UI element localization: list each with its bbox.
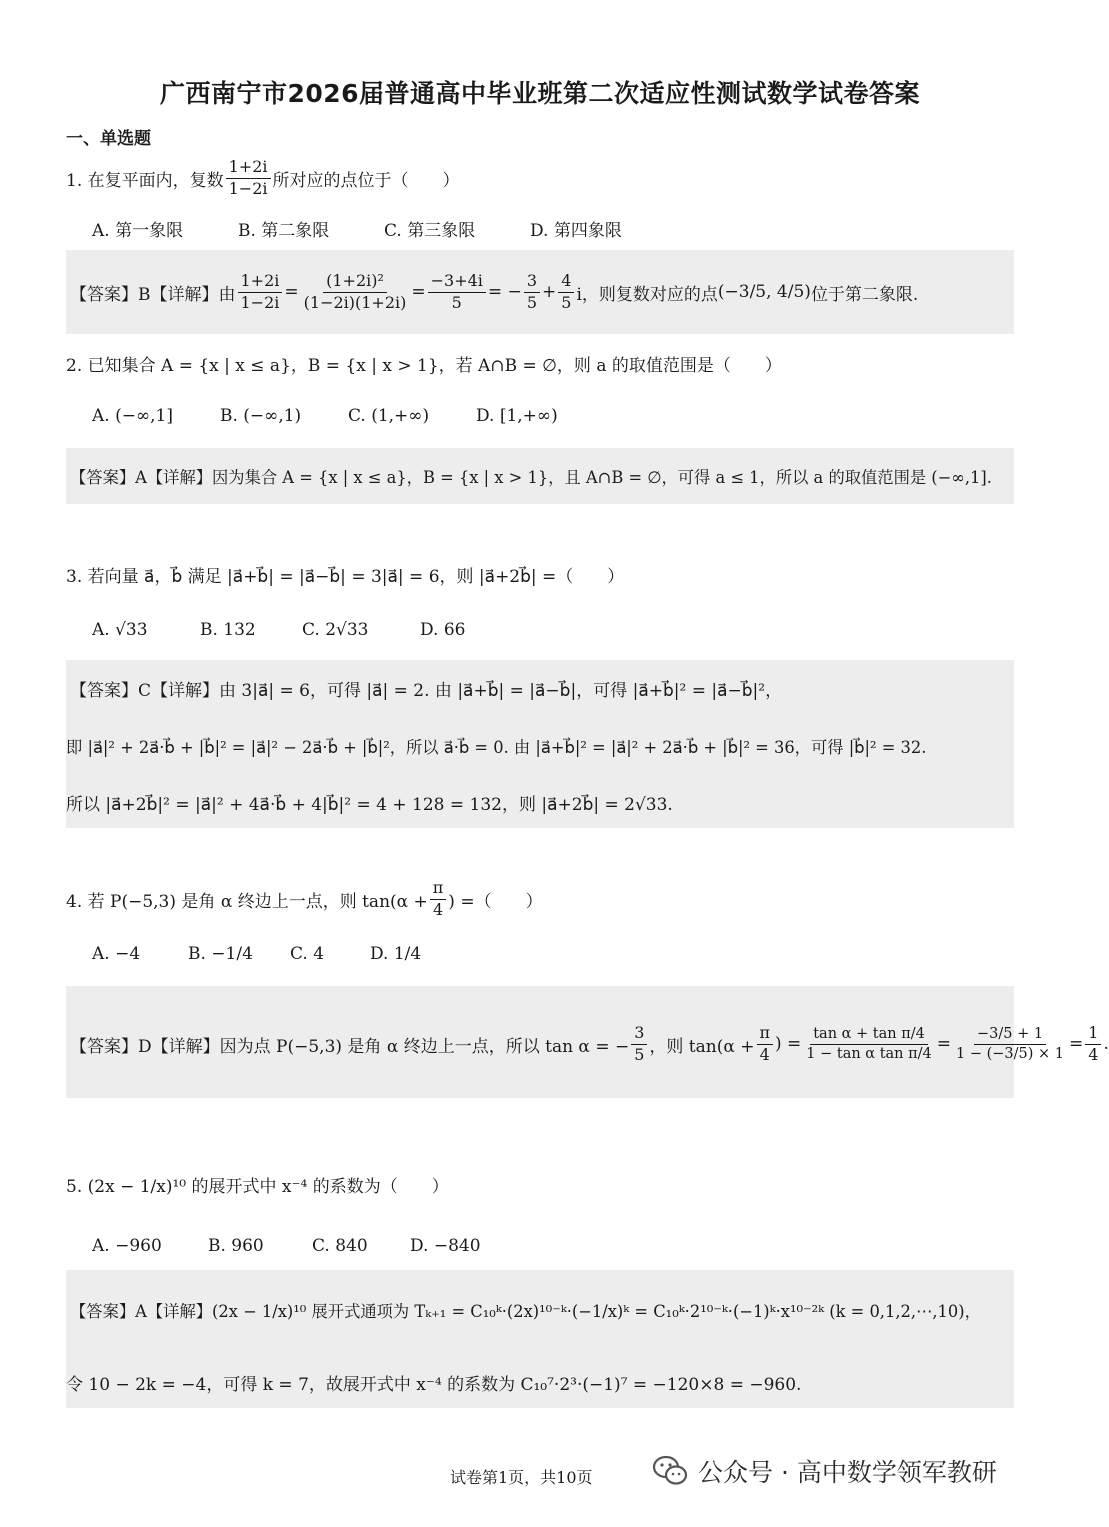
question-1-stem xyxy=(66,156,460,200)
page-footer: 试卷第1页，共10页 xyxy=(450,1468,593,1487)
section-heading: 一、单选题 xyxy=(66,129,151,149)
question-3-stem: 3. 若向量 a⃗，b⃗ 满足 |a⃗+b⃗| = |a⃗−b⃗| = 3|a⃗| = 6，则 |a⃗+2b⃗| =（ ） xyxy=(66,567,625,587)
q1-pre: 1. 在复平面内，复数 xyxy=(66,170,224,191)
wechat-watermark xyxy=(652,1453,997,1489)
answer-2: 【答案】A【详解】因为集合 A = {x | x ≤ a}，B = {x | x > 1}，且 A∩B = ∅，可得 a ≤ 1，所以 a 的取值范围是 (−∞,1]. xyxy=(70,468,992,487)
q3-option-c: C. 2√33 xyxy=(302,620,369,640)
q5-option-d: D. −840 xyxy=(410,1236,481,1256)
question-5-stem: 5. (2x − 1/x)¹⁰ 的展开式中 x⁻⁴ 的系数为（ ） xyxy=(66,1177,449,1197)
q3-option-d: D. 66 xyxy=(420,620,466,640)
q1-point: (−3/5, 4/5) xyxy=(717,282,811,302)
q2-option-d: D. [1,+∞) xyxy=(476,406,558,426)
q5-option-b: B. 960 xyxy=(208,1236,264,1256)
q2-option-b: B. (−∞,1) xyxy=(220,406,302,426)
q1-option-b: B. 第二象限 xyxy=(238,221,330,241)
q1-option-d: D. 第四象限 xyxy=(530,221,622,241)
q4-option-c: C. 4 xyxy=(290,944,325,964)
q4-option-a: A. −4 xyxy=(92,944,141,964)
answer-3-line-1: 【答案】C【详解】由 3|a⃗| = 6，可得 |a⃗| = 2. 由 |a⃗+b⃗| = |a⃗−b⃗|，可得 |a⃗+b⃗|² = |a⃗−b⃗|²， xyxy=(70,681,783,701)
q1-fraction: $\frac{1+2i}{1-2i}$ xyxy=(226,158,271,198)
q5-option-c: C. 840 xyxy=(312,1236,368,1256)
answer-1: 【答案】B【详解】由 $\frac{1+2i}{1-2i}$ = $\frac{\text{(1+2i)²}}{(1-2i)(1+2i)}$ = $\frac{-3+4i}{5}$ = − $\frac{3}{5}$ + $\frac{4}{5}$ i，则复数对应的点 (−3/5, 4/5) 位于第二象限. xyxy=(70,271,919,312)
page-title: 广西南宁市2026届普通高中毕业班第二次适应性测试数学试卷答案 xyxy=(159,79,921,108)
question-5-options xyxy=(92,1236,481,1256)
answer-5-line-2: 令 10 − 2k = −4，可得 k = 7，故展开式中 x⁻⁴ 的系数为 C₁₀⁷·2³·(−1)⁷ = −120×8 = −960. xyxy=(66,1375,802,1395)
wechat-icon xyxy=(652,1454,688,1488)
answer-4: 【答案】D【详解】因为点 P(−5,3) 是角 α 终边上一点，所以 tan α = − $\frac{3}{5}$ ，则 tan(α + $\frac{\pi}{4}$ ) = $\frac{\text{tan α + tan π/4}}{\text{1 − tan α tan π/4}}$ = $\frac{-3/5 + 1}{1 - (-3/5) \times 1}$ = $\frac{1}{4}$ . xyxy=(70,1023,1109,1064)
watermark-text: 公众号 · 高中数学领军教研 xyxy=(698,1458,997,1487)
question-3-options xyxy=(92,620,465,640)
question-2-options xyxy=(92,406,558,426)
q2-option-a: A. (−∞,1] xyxy=(92,406,173,426)
answer-5-line-1: 【答案】A【详解】(2x − 1/x)¹⁰ 展开式通项为 Tₖ₊₁ = C₁₀ᵏ·(2x)¹⁰⁻ᵏ·(−1/x)ᵏ = C₁₀ᵏ·2¹⁰⁻ᵏ·(−1)ᵏ·x¹⁰⁻²ᵏ (k = 0,1,2,⋯,10)， xyxy=(70,1302,981,1321)
answer-3-line-3: 所以 |a⃗+2b⃗|² = |a⃗|² + 4a⃗·b⃗ + 4|b⃗|² = 4 + 128 = 132，则 |a⃗+2b⃗| = 2√33. xyxy=(66,795,673,815)
question-4-stem: 4. 若 P(−5,3) 是角 α 终边上一点，则 tan(α + $\frac{\pi}{4}$ ) =（ ） xyxy=(66,878,543,919)
q4-option-d: D. 1/4 xyxy=(370,944,422,964)
q5-option-a: A. −960 xyxy=(92,1236,162,1256)
question-4-options xyxy=(92,944,421,964)
question-1-options xyxy=(92,216,622,241)
q3-option-b: B. 132 xyxy=(200,620,256,640)
q1-option-c: C. 第三象限 xyxy=(384,221,476,241)
q1-option-a: A. 第一象限 xyxy=(92,221,184,241)
q4-option-b: B. −1/4 xyxy=(188,944,253,964)
q2-option-c: C. (1,+∞) xyxy=(348,406,430,426)
answer-3-line-2: 即 |a⃗|² + 2a⃗·b⃗ + |b⃗|² = |a⃗|² − 2a⃗·b⃗ + |b⃗|²，所以 a⃗·b⃗ = 0. 由 |a⃗+b⃗|² = |a⃗|² + 2a⃗·b⃗ + |b⃗|² = 36，可得 |b⃗|² = 32. xyxy=(66,738,927,757)
q1-post: 所对应的点位于（ ） xyxy=(272,170,460,191)
question-2-stem: 2. 已知集合 A = {x | x ≤ a}，B = {x | x > 1}，若 A∩B = ∅，则 a 的取值范围是（ ） xyxy=(66,355,782,376)
q3-option-a: A. √33 xyxy=(92,620,148,640)
